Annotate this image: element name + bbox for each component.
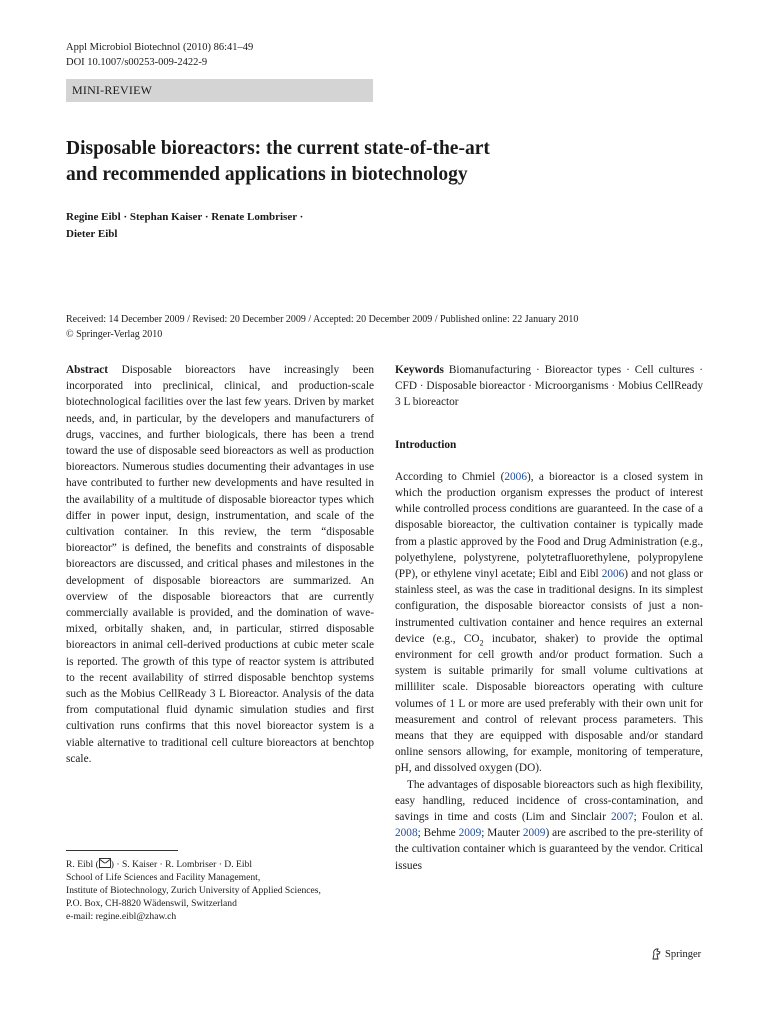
- article-title: [66, 136, 626, 188]
- affil-text: ) · S. Kaiser · R. Lombriser · D. Eibl: [110, 859, 252, 870]
- affiliation-institute: Institute of Biotechnology, Zurich University of Applied Sciences,: [66, 885, 321, 896]
- intro-text: incubator, shaker) to provide the optimal environment for cell growth and/or product formation. Such a system is suitable primarily for small volume cultivations at milliliter scale. Disposable bioreactors operating with culture volumes of 1 L or more are used preferably with their own unit for measurement and control of relevant process parameters. This means that they are equipped with disposable and/or standard online sensors allowing, for example, monitoring of temperature, pH, and dissolved oxygen (DO).: [395, 632, 703, 775]
- keywords-text: Biomanufacturing · Bioreactor types · Cell cultures · CFD · Disposable bioreactor · Microorganisms · Mobius CellReady 3 L bioreactor: [395, 364, 704, 409]
- intro-text: ; Foulon et al.: [633, 811, 703, 824]
- keywords-label: Keywords: [395, 364, 444, 376]
- publication-history: [66, 312, 578, 342]
- ref-foulon-2008[interactable]: 2008: [395, 827, 418, 840]
- journal-doi: DOI 10.1007/s00253-009-2422-9: [66, 57, 208, 68]
- publisher-name: Springer: [665, 948, 702, 960]
- springer-horse-icon: [651, 948, 662, 960]
- date-history: Received: 14 December 2009 / Revised: 20 December 2009 / Accepted: 20 December 2009 / Published online: 22 January 2010: [66, 314, 579, 325]
- publisher-logo: [651, 948, 701, 960]
- authors-line-1: Regine Eibl · Stephan Kaiser · Renate Lombriser ·: [66, 211, 304, 223]
- intro-text: ) are ascribed to the pre-sterility of the cultivation container which is guaranteed by the vendor. Critical issues: [395, 827, 703, 872]
- author-list: [66, 209, 386, 243]
- title-line-2: and recommended applications in biotechnology: [66, 164, 468, 185]
- affil-text: R. Eibl (: [66, 859, 99, 870]
- intro-paragraph-1: [395, 469, 703, 777]
- ref-lim-2007[interactable]: 2007: [611, 811, 634, 824]
- ref-eibl-2006[interactable]: 2006: [601, 568, 625, 581]
- intro-text: ) and not glass or stainless steel, as was the case in traditional designs. In its simplest configuration, the disposable bioreactor consists of just a non-instrumented cultivation container and hence requires an external device (e.g., CO: [395, 568, 704, 645]
- intro-text: ; Behme: [417, 827, 459, 840]
- intro-text: According to Chmiel (: [395, 470, 505, 483]
- ref-chmiel-2006[interactable]: 2006: [504, 470, 527, 483]
- introduction-heading: Introduction: [395, 438, 457, 451]
- copyright-line: © Springer-Verlag 2010: [66, 329, 163, 340]
- abstract: [66, 362, 374, 767]
- journal-header: [66, 40, 253, 70]
- ref-behme-2009[interactable]: 2009: [458, 827, 482, 840]
- title-line-1: Disposable bioreactors: the current state-of-the-art: [66, 138, 490, 159]
- intro-paragraph-2: [395, 777, 703, 874]
- affiliation-authors: [66, 858, 366, 871]
- article-type-banner: MINI-REVIEW: [66, 79, 373, 102]
- abstract-column: [66, 362, 374, 767]
- author-affiliation: [66, 858, 366, 923]
- journal-citation: Appl Microbiol Biotechnol (2010) 86:41–49: [66, 42, 254, 53]
- authors-line-2: Dieter Eibl: [66, 228, 118, 240]
- abstract-text: Disposable bioreactors have increasingly been incorporated into preclinical, clinical, and production-scale biotechnological facilities over the last few years. Driven by market needs, and, in particular, by the developers and manufacturers of drugs, vaccines, and further biologicals, there has been a trend toward the use of disposable seed bioreactors as well as production bioreactors. Numerous studies documenting their advantages in use have contributed to further new developments and have resulted in the availability of a multitude of disposable bioreactor types which differ in power input, design, instrumentation, and scale of the cultivation container. In this review, the term “disposable bioreactor” is defined, the benefits and constraints of disposable bioreactors are discussed, and critical phases and milestones in the development of disposable bioreactors are summarized. An overview of the disposable bioreactors that are currently commercially available is provided, and the domination of wave-mixed, orbitally shaken, and, in particular, stirred disposable bioreactors in animal cell-derived productions at cubic meter scale is reported. The growth of this type of reactor system is attributed to the recent availability of stirred disposable benchtop systems such as the Mobius CellReady 3 L Bioreactor. Analysis of the data from computational fluid dynamic simulation studies and first cultivation runs confirms that this novel bioreactor system is a viable alternative to traditional cell culture bioreactors at benchtop scale.: [66, 364, 375, 765]
- abstract-label: Abstract: [66, 364, 109, 376]
- subscript-2: 2: [479, 638, 484, 648]
- affiliation-email[interactable]: e-mail: regine.eibl@zhaw.ch: [66, 911, 177, 922]
- ref-mauter-2009[interactable]: 2009: [522, 827, 546, 840]
- intro-text: The advantages of disposable bioreactors such as high flexibility, easy handling, reduced incidence of cross-contamination, and savings in time and costs (Lim and Sinclair: [395, 778, 703, 824]
- keywords: [395, 362, 703, 411]
- right-column: [395, 362, 703, 874]
- affiliation-school: School of Life Sciences and Facility Management,: [66, 872, 261, 883]
- footnote-divider: [66, 850, 178, 851]
- intro-text: ; Mauter: [481, 827, 523, 840]
- intro-text: ), a bioreactor is a closed system in which the production organism expresses the product of interest while controlled process conditions are guaranteed. In the case of a disposable bioreactor, the cultivation container is typically made from a plastic approved by the Food and Drug Administration (e.g., polyethylene, polystyrene, polytetrafluorethylene, polypropylene (PP), or ethylene vinyl acetate; Eibl and Eibl: [395, 470, 703, 581]
- envelope-icon[interactable]: [99, 858, 111, 868]
- affiliation-address: P.O. Box, CH-8820 Wädenswil, Switzerland: [66, 898, 237, 909]
